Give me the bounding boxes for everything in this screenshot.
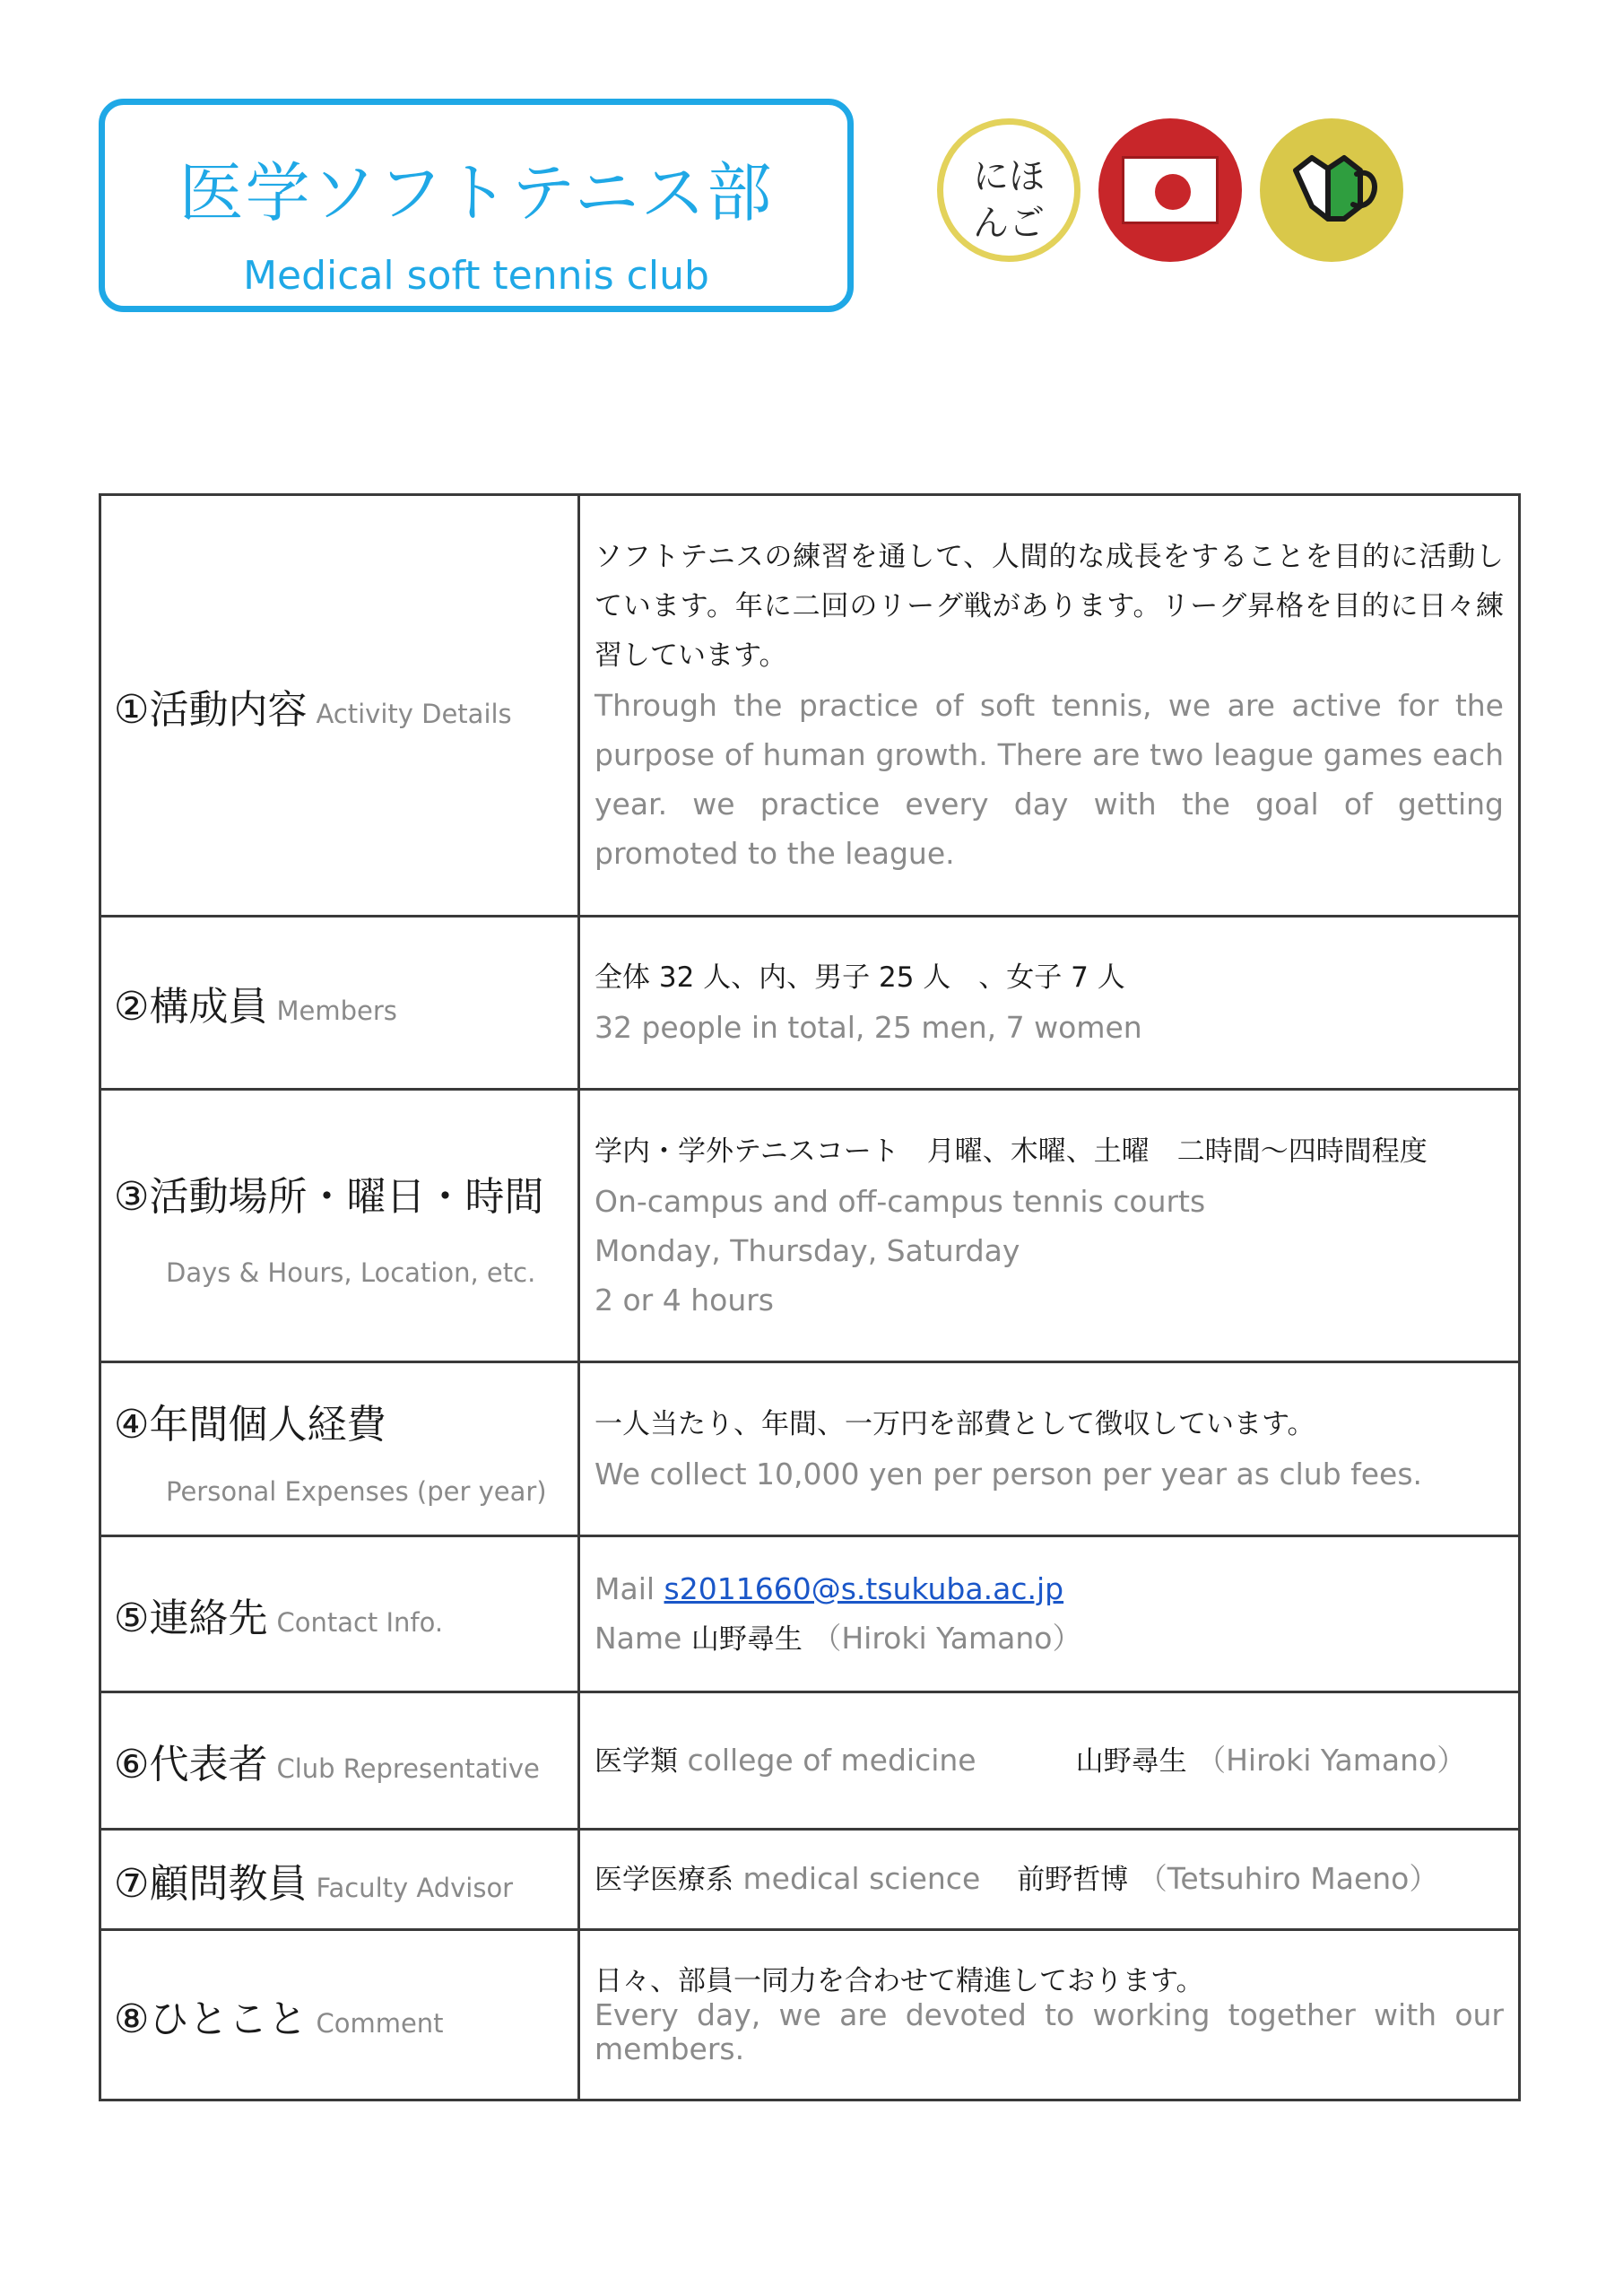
row-activity-details xyxy=(100,495,1520,917)
label-faculty-advisor xyxy=(100,1830,579,1930)
label-comment xyxy=(100,1930,579,2100)
label-contact-info xyxy=(100,1536,579,1692)
label-en-contact: Contact Info. xyxy=(276,1606,444,1638)
content-location-schedule xyxy=(579,1090,1520,1362)
rep-name-jp: 山野尋生 xyxy=(1075,1744,1187,1778)
mail-link[interactable]: s2011660@s.tsukuba.ac.jp xyxy=(664,1570,1064,1606)
contact-name-jp: 山野尋生 xyxy=(690,1622,803,1656)
label-jp-comment: ⑧ひとこと xyxy=(114,1996,308,2042)
nihongo-badge-line1: にほ xyxy=(973,156,1045,197)
flag-sun-disc xyxy=(1155,174,1191,210)
label-en-advisor: Faculty Advisor xyxy=(316,1872,514,1903)
content-members xyxy=(579,917,1520,1090)
label-en-expenses: Personal Expenses (per year) xyxy=(166,1475,547,1507)
club-title-box xyxy=(99,99,854,312)
row-club-representative xyxy=(100,1692,1520,1830)
rep-dept-jp: 医学類 xyxy=(595,1744,678,1778)
label-jp-activity: ①活動内容 xyxy=(114,686,308,733)
label-jp-advisor: ⑦顧問教員 xyxy=(114,1860,308,1907)
location-days-en: Monday, Thursday, Saturday xyxy=(595,1232,1020,1268)
japan-flag-icon xyxy=(1098,118,1242,262)
location-text-jp: 学内・学外テニスコート 月曜、木曜、土曜 二時間～四時間程度 xyxy=(595,1135,1428,1168)
label-en-representative: Club Representative xyxy=(276,1753,540,1784)
rep-name-en: （Hiroki Yamano） xyxy=(1196,1742,1467,1778)
advisor-dept-en: medical science xyxy=(742,1861,981,1896)
advisor-name-en: （Tetsuhiro Maeno） xyxy=(1137,1861,1439,1896)
activity-text-jp: ソフトテニスの練習を通して、人間的な成長をすることを目的に活動しています。年に二回のリーグ戦があります。リーグ昇格を目的に日々練習しています。 xyxy=(595,541,1504,672)
comment-text-en: Every day, we are devoted to working together with our members. xyxy=(595,1996,1504,2066)
row-personal-expenses xyxy=(100,1362,1520,1536)
advisor-name-jp: 前野哲博 xyxy=(1017,1864,1129,1896)
content-comment xyxy=(579,1930,1520,2100)
row-faculty-advisor xyxy=(100,1830,1520,1930)
flag-white-field xyxy=(1122,156,1219,224)
row-contact-info xyxy=(100,1536,1520,1692)
nihongo-badge xyxy=(937,118,1081,262)
beginner-muscle-icon-graphic xyxy=(1260,118,1403,262)
label-jp-members: ②構成員 xyxy=(114,984,268,1030)
row-comment xyxy=(100,1930,1520,2100)
row-location-schedule xyxy=(100,1090,1520,1362)
contact-name-en: （Hiroki Yamano） xyxy=(812,1620,1082,1656)
content-faculty-advisor xyxy=(579,1830,1520,1930)
expenses-text-en: We collect 10,000 yen per person per year as club fees. xyxy=(595,1456,1423,1492)
label-en-members: Members xyxy=(276,996,397,1026)
content-club-representative xyxy=(579,1692,1520,1830)
members-text-en: 32 people in total, 25 men, 7 women xyxy=(595,1010,1142,1045)
label-jp-location: ③活動場所・曜日・時間 xyxy=(114,1173,544,1220)
row-members xyxy=(100,917,1520,1090)
label-club-representative xyxy=(100,1692,579,1830)
name-label: Name xyxy=(595,1620,682,1656)
content-personal-expenses xyxy=(579,1362,1520,1536)
content-contact-info xyxy=(579,1536,1520,1692)
location-hours-en: 2 or 4 hours xyxy=(595,1282,774,1318)
club-info-table xyxy=(99,493,1521,2101)
club-title-english: Medical soft tennis club xyxy=(243,253,709,299)
label-jp-contact: ⑤連絡先 xyxy=(114,1595,268,1641)
expenses-text-jp: 一人当たり、年間、一万円を部費として徴収しています。 xyxy=(595,1407,1315,1440)
label-jp-representative: ⑥代表者 xyxy=(114,1742,268,1787)
comment-text-jp: 日々、部員一同力を合わせて精進しております。 xyxy=(595,1964,1204,1997)
club-title-japanese: 医学ソフトテニス部 xyxy=(178,155,774,230)
activity-text-en: Through the practice of soft tennis, we are active for the purpose of human growth. There are two league games each year. we practice every day with the goal of getting promoted to the league. xyxy=(595,688,1504,871)
label-members xyxy=(100,917,579,1090)
label-en-comment: Comment xyxy=(316,2007,444,2039)
label-en-location: Days & Hours, Location, etc. xyxy=(166,1257,536,1288)
beginner-muscle-icon xyxy=(1260,118,1403,262)
label-en-activity: Activity Details xyxy=(316,698,512,729)
members-text-jp: 全体 32 人、内、男子 25 人 、女子 7 人 xyxy=(595,961,1125,994)
mail-label: Mail xyxy=(595,1570,655,1606)
label-jp-expenses: ④年間個人経費 xyxy=(114,1401,386,1448)
advisor-dept-jp: 医学医療系 xyxy=(595,1864,733,1896)
label-location-schedule xyxy=(100,1090,579,1362)
label-personal-expenses xyxy=(100,1362,579,1536)
content-activity-details xyxy=(579,495,1520,917)
location-courts-en: On-campus and off-campus tennis courts xyxy=(595,1183,1206,1219)
nihongo-badge-line2: んご xyxy=(973,203,1045,244)
label-activity-details xyxy=(100,495,579,917)
rep-dept-en: college of medicine xyxy=(687,1742,976,1778)
